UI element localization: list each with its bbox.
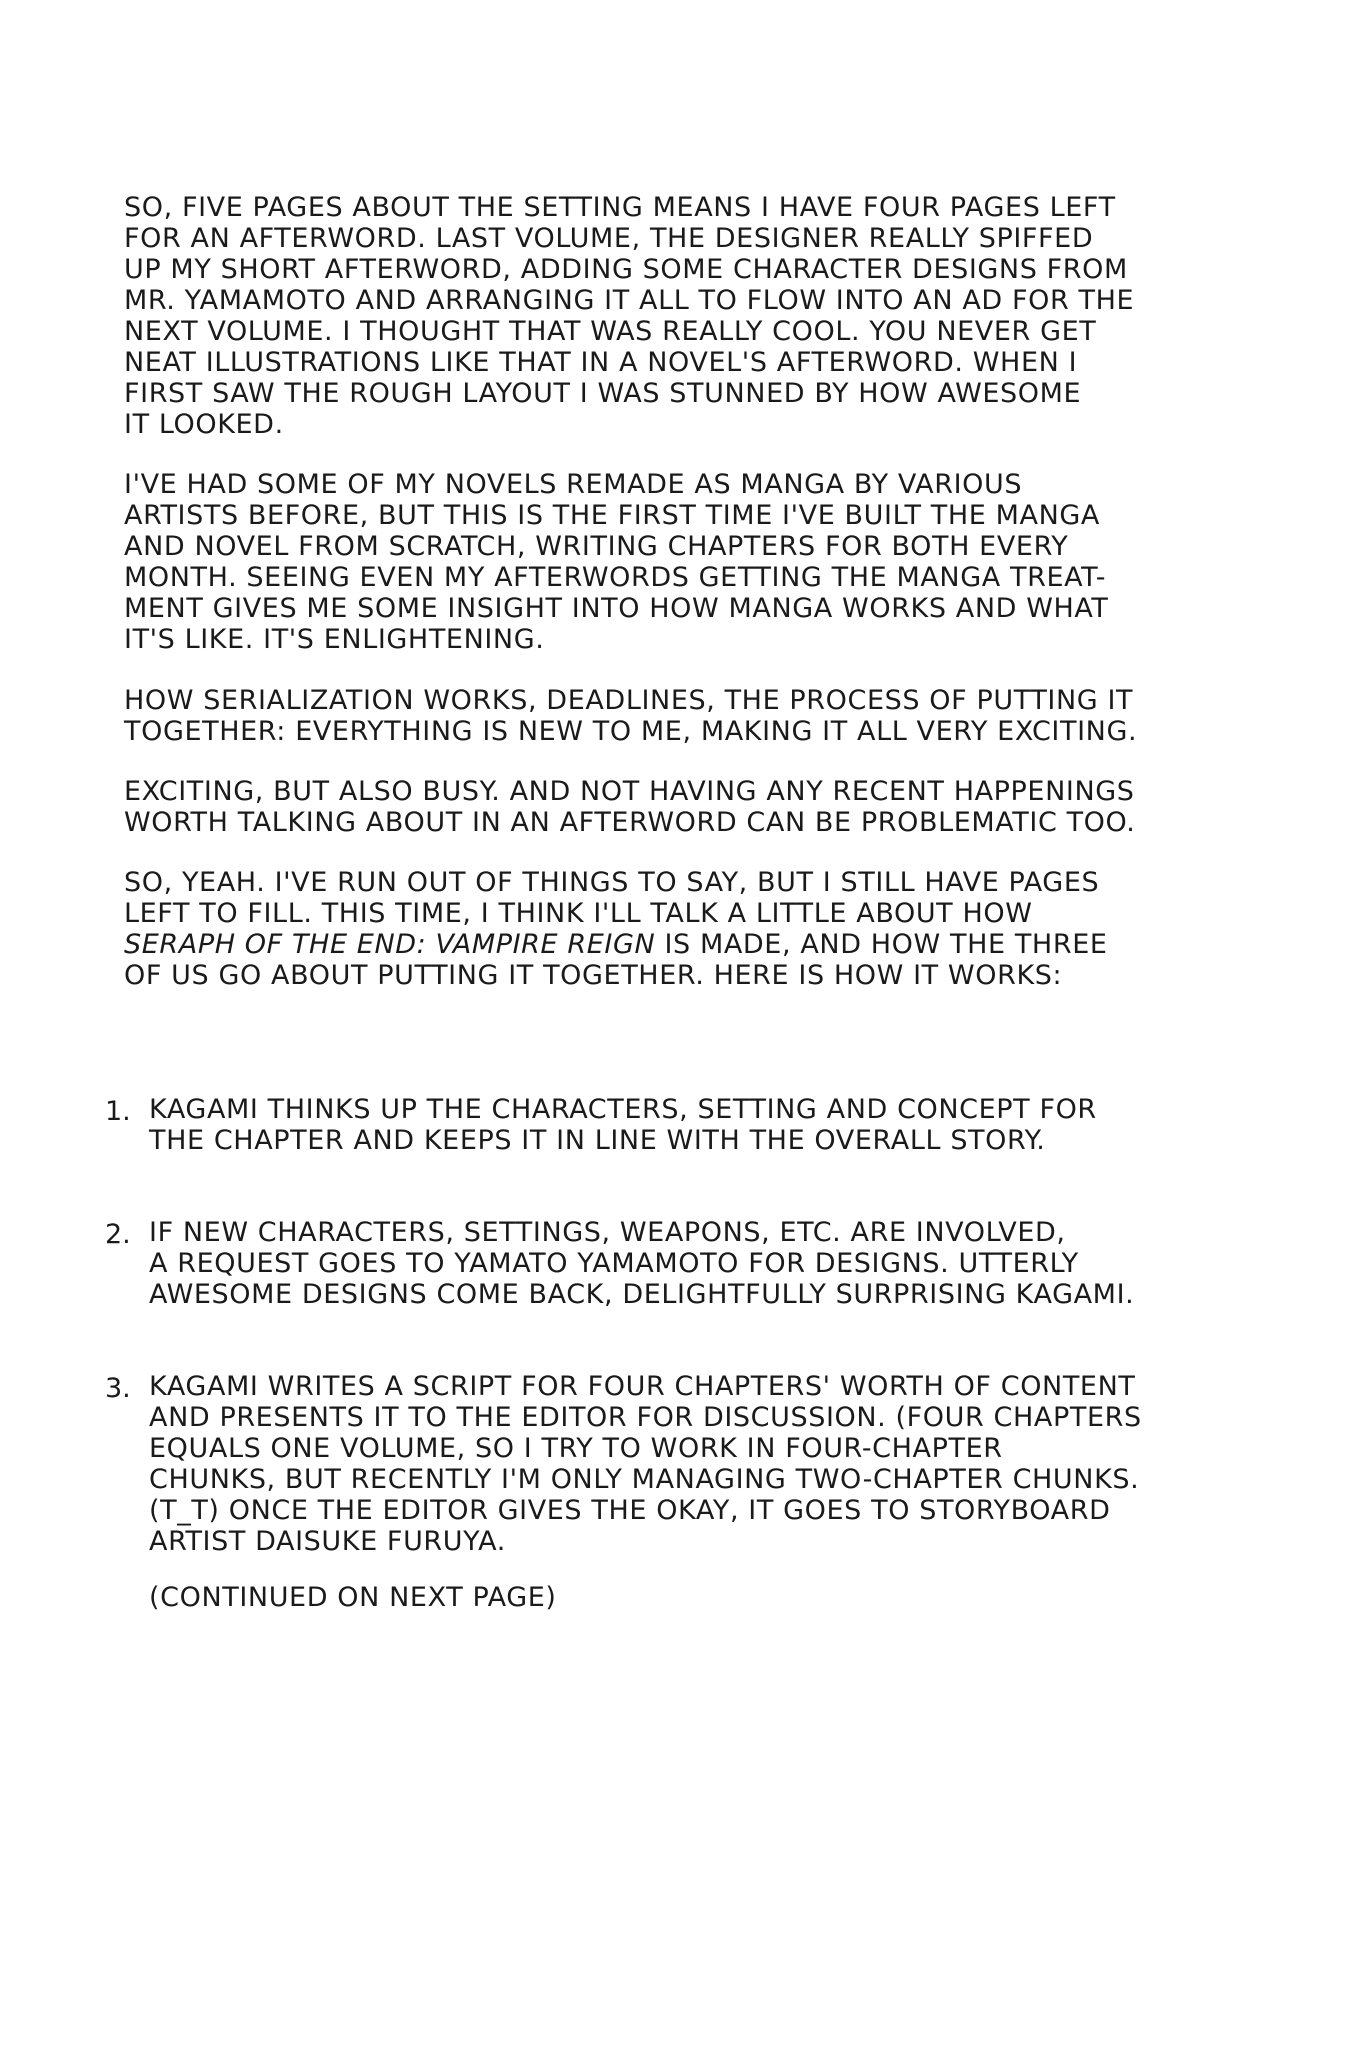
text-line: A REQUEST GOES TO YAMATO YAMAMOTO FOR DESIGNS. UTTERLY — [149, 1248, 1079, 1279]
text-line: SO, FIVE PAGES ABOUT THE SETTING MEANS I HAVE FOUR PAGES LEFT — [124, 192, 1116, 223]
list-number: 1. — [105, 1096, 131, 1127]
text-line: NEAT ILLUSTRATIONS LIKE THAT IN A NOVEL'S AFTERWORD. WHEN I — [124, 347, 1078, 378]
text-line: IT LOOKED. — [124, 409, 284, 440]
text-line: ARTISTS BEFORE, BUT THIS IS THE FIRST TIME I'VE BUILT THE MANGA — [124, 500, 1100, 531]
text-line: SO, YEAH. I'VE RUN OUT OF THINGS TO SAY, BUT I STILL HAVE PAGES — [124, 867, 1100, 898]
book-title: SERAPH OF THE END: VAMPIRE REIGN — [124, 929, 656, 960]
text-line: HOW SERIALIZATION WORKS, DEADLINES, THE PROCESS OF PUTTING IT — [124, 685, 1134, 716]
text-line: WORTH TALKING ABOUT IN AN AFTERWORD CAN BE PROBLEMATIC TOO. — [124, 807, 1136, 838]
list-number: 2. — [105, 1219, 131, 1250]
text-line: EQUALS ONE VOLUME, SO I TRY TO WORK IN FOUR-CHAPTER — [149, 1433, 1003, 1464]
text-line: UP MY SHORT AFTERWORD, ADDING SOME CHARACTER DESIGNS FROM — [124, 254, 1128, 285]
text-fragment: IS MADE, AND HOW THE THREE — [655, 929, 1108, 960]
text-line: IT'S LIKE. IT'S ENLIGHTENING. — [124, 624, 545, 655]
text-line: MR. YAMAMOTO AND ARRANGING IT ALL TO FLOW INTO AN AD FOR THE — [124, 285, 1135, 316]
text-line: FIRST SAW THE ROUGH LAYOUT I WAS STUNNED BY HOW AWESOME — [124, 378, 1082, 409]
text-line: THE CHAPTER AND KEEPS IT IN LINE WITH THE OVERALL STORY. — [149, 1125, 1046, 1156]
list-number: 3. — [105, 1373, 131, 1404]
text-line: (T_T) ONCE THE EDITOR GIVES THE OKAY, IT GOES TO STORYBOARD — [149, 1495, 1111, 1526]
text-line: EXCITING, BUT ALSO BUSY. AND NOT HAVING ANY RECENT HAPPENINGS — [124, 776, 1135, 807]
text-line: FOR AN AFTERWORD. LAST VOLUME, THE DESIGNER REALLY SPIFFED — [124, 223, 1094, 254]
text-line: IF NEW CHARACTERS, SETTINGS, WEAPONS, ETC. ARE INVOLVED, — [149, 1217, 1066, 1248]
text-line: OF US GO ABOUT PUTTING IT TOGETHER. HERE IS HOW IT WORKS: — [124, 960, 1063, 991]
text-line: NEXT VOLUME. I THOUGHT THAT WAS REALLY COOL. YOU NEVER GET — [124, 316, 1097, 347]
text-line: AWESOME DESIGNS COME BACK, DELIGHTFULLY SURPRISING KAGAMI. — [149, 1279, 1135, 1310]
text-line: MENT GIVES ME SOME INSIGHT INTO HOW MANGA WORKS AND WHAT — [124, 593, 1109, 624]
text-line: AND PRESENTS IT TO THE EDITOR FOR DISCUSSION. (FOUR CHAPTERS — [149, 1402, 1142, 1433]
text-line: I'VE HAD SOME OF MY NOVELS REMADE AS MANGA BY VARIOUS — [124, 469, 1023, 500]
text-line — [124, 930, 1108, 960]
continued-note: (CONTINUED ON NEXT PAGE) — [149, 1582, 557, 1613]
text-line: ARTIST DAISUKE FURUYA. — [149, 1526, 506, 1557]
text-line: KAGAMI THINKS UP THE CHARACTERS, SETTING AND CONCEPT FOR — [149, 1094, 1097, 1125]
text-line: KAGAMI WRITES A SCRIPT FOR FOUR CHAPTERS' WORTH OF CONTENT — [149, 1371, 1136, 1402]
text-line: AND NOVEL FROM SCRATCH, WRITING CHAPTERS FOR BOTH EVERY — [124, 531, 1069, 562]
text-line: MONTH. SEEING EVEN MY AFTERWORDS GETTING THE MANGA TREAT- — [124, 562, 1107, 593]
text-line: TOGETHER: EVERYTHING IS NEW TO ME, MAKING IT ALL VERY EXCITING. — [124, 716, 1138, 747]
text-line: CHUNKS, BUT RECENTLY I'M ONLY MANAGING TWO-CHAPTER CHUNKS. — [149, 1464, 1140, 1495]
text-line: LEFT TO FILL. THIS TIME, I THINK I'LL TALK A LITTLE ABOUT HOW — [124, 898, 1033, 929]
